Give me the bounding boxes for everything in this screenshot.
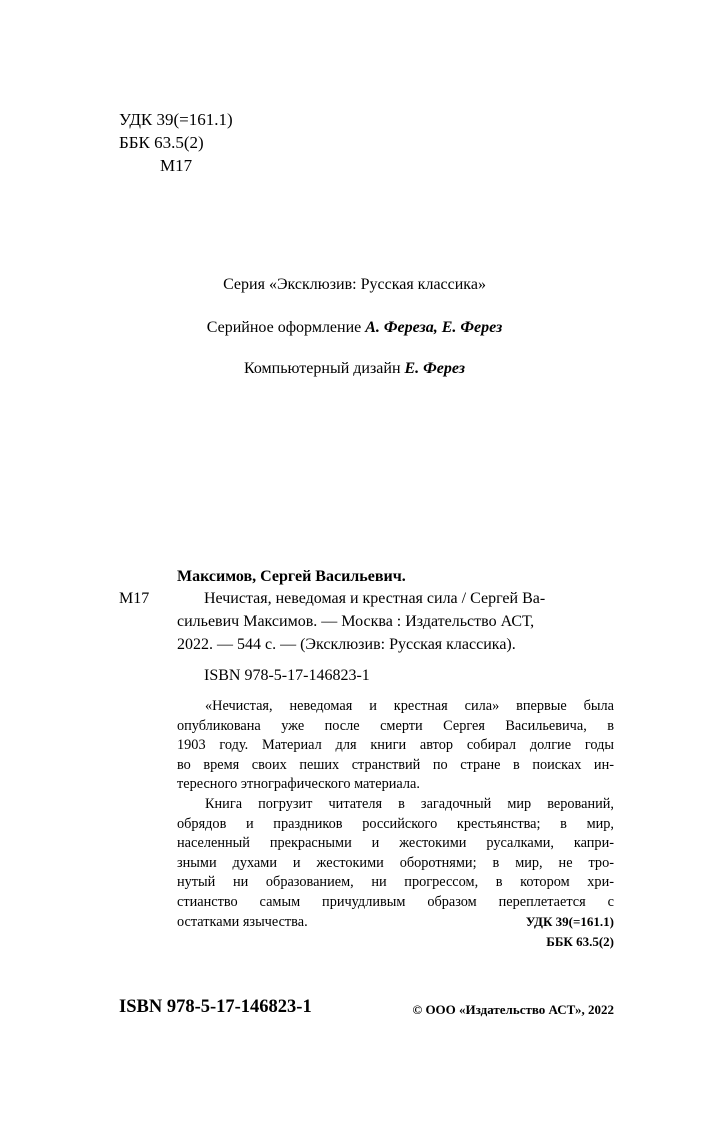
annotation-line: Книга погрузит читателя в загадочный мир верований, [205,796,614,812]
annotation-line: «Нечистая, неведомая и крестная сила» впервые была [205,698,614,714]
computer-design-label: Компьютерный дизайн [243,360,405,377]
annotation-line: тересного этнографического материала. [177,776,420,793]
annotation-paragraph-1 [177,697,614,795]
design-label: Серийное оформление [206,319,366,336]
computer-design-credit [0,360,709,378]
annotation-paragraph-2 [177,795,614,932]
bbk-code: ББК 63.5(2) [119,133,204,152]
footer-isbn: ISBN 978-5-17-146823-1 [119,997,312,1017]
annotation-line: остатками язычества. [177,913,308,930]
catalog-mark: М17 [119,590,150,607]
annotation-line: 1903 году. Материал для книги автор собирал долгие годы [177,737,614,754]
catalog-entry-line: Нечистая, неведомая и крестная сила / Сергей Ва- [204,590,546,607]
copyright: © ООО «Издательство АСТ», 2022 [412,1002,614,1017]
catalog-entry-line: сильевич Максимов. — Москва : Издательство АСТ, [177,613,535,630]
annotation-line: опубликована уже после смерти Сергея Васильевича, в [177,717,614,734]
annotation-line: нутый ни образованием, ни прогрессом, в котором хри- [177,874,614,891]
series-line: Серия «Эксклюзив: Русская классика» [223,276,486,293]
computer-design-name: Е. Ферез [404,360,466,377]
catalog-author-heading: Максимов, Сергей Васильевич. [177,568,406,585]
udk-code: УДК 39(=161.1) [119,110,233,129]
annotation-bbk: ББК 63.5(2) [546,934,614,949]
design-names: А. Фереза, Е. Ферез [365,319,503,336]
annotation-line: обрядов и праздников российского крестьянства; в мир, [177,815,614,832]
catalog-isbn: ISBN 978-5-17-146823-1 [204,667,370,684]
annotation-line: во время своих пеших странствий по стране в поисках ин- [177,756,614,773]
annotation-line: населенный прекрасными и жестокими русалками, капри- [177,835,614,852]
catalog-entry-line: 2022. — 544 с. — (Эксклюзив: Русская классика). [177,636,516,653]
annotation-line: зными духами и жестокими оборотнями; в мир, не тро- [177,854,614,871]
author-mark: М17 [160,156,193,175]
design-credit [0,319,709,337]
annotation-line: стианство самым причудливым образом переплетается с [177,893,614,910]
annotation-udk: УДК 39(=161.1) [525,914,614,929]
